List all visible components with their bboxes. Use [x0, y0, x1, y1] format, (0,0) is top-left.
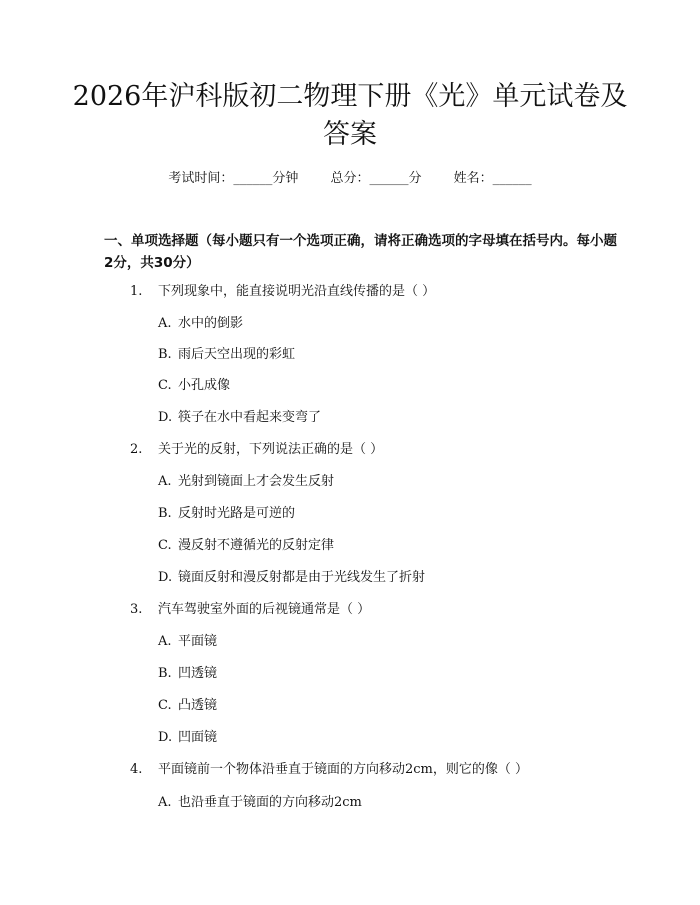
question-number: 3. [130, 602, 143, 617]
option-3d [158, 729, 217, 747]
option-text: 小孔成像 [178, 378, 231, 393]
question-text: 汽车驾驶室外面的后视镜通常是（ ） [158, 602, 371, 617]
exam-info-line [0, 170, 700, 188]
total-score-field: 总分：______分 [330, 171, 422, 186]
option-letter: A. [158, 634, 172, 649]
option-letter: D. [158, 410, 173, 425]
question-4 [130, 761, 528, 779]
option-4a [158, 794, 362, 812]
option-2a [158, 473, 334, 491]
option-letter: A. [158, 795, 172, 810]
option-letter: D. [158, 730, 173, 745]
question-number: 1. [130, 284, 143, 299]
option-text: 反射时光路是可逆的 [178, 506, 296, 521]
question-3 [130, 601, 370, 619]
option-letter: B. [158, 666, 172, 681]
section-heading: 一、单项选择题（每小题只有一个选项正确，请将正确选项的字母填在括号内。每小题2分，共30分） [104, 233, 617, 271]
option-1d [158, 409, 321, 427]
option-text: 筷子在水中看起来变弯了 [178, 410, 322, 425]
option-letter: A. [158, 474, 172, 489]
question-number: 2. [130, 442, 143, 457]
option-text: 凹面镜 [178, 730, 218, 745]
option-letter: C. [158, 698, 172, 713]
question-text: 下列现象中，能直接说明光沿直线传播的是（ ） [158, 284, 436, 299]
option-2d [158, 569, 425, 587]
option-1c [158, 377, 230, 395]
option-text: 水中的倒影 [178, 316, 244, 331]
option-3a [158, 633, 217, 651]
option-letter: B. [158, 347, 172, 362]
question-text: 关于光的反射，下列说法正确的是（ ） [158, 442, 384, 457]
option-letter: D. [158, 570, 173, 585]
option-3c [158, 697, 217, 715]
option-2b [158, 505, 295, 523]
option-letter: B. [158, 506, 172, 521]
option-1a [158, 315, 243, 333]
option-text: 凹透镜 [178, 666, 218, 681]
option-text: 光射到镜面上才会发生反射 [178, 474, 335, 489]
option-text: 凸透镜 [178, 698, 218, 713]
name-field: 姓名：______ [453, 171, 532, 186]
option-text: 镜面反射和漫反射都是由于光线发生了折射 [178, 570, 426, 585]
question-1 [130, 283, 435, 301]
option-letter: C. [158, 378, 172, 393]
option-text: 雨后天空出现的彩虹 [178, 347, 296, 362]
option-1b [158, 346, 295, 364]
exam-time-field: 考试时间：______分钟 [168, 171, 299, 186]
option-3b [158, 665, 217, 683]
question-2 [130, 441, 383, 459]
question-text: 平面镜前一个物体沿垂直于镜面的方向移动2cm，则它的像（ ） [158, 762, 529, 777]
option-2c [158, 537, 334, 555]
option-letter: A. [158, 316, 172, 331]
option-letter: C. [158, 538, 172, 553]
document-title: 2026年沪科版初二物理下册《光》单元试卷及答案 [72, 81, 628, 150]
option-text: 漫反射不遵循光的反射定律 [178, 538, 335, 553]
option-text: 平面镜 [178, 634, 218, 649]
question-number: 4. [130, 762, 143, 777]
option-text: 也沿垂直于镜面的方向移动2cm [178, 795, 362, 810]
